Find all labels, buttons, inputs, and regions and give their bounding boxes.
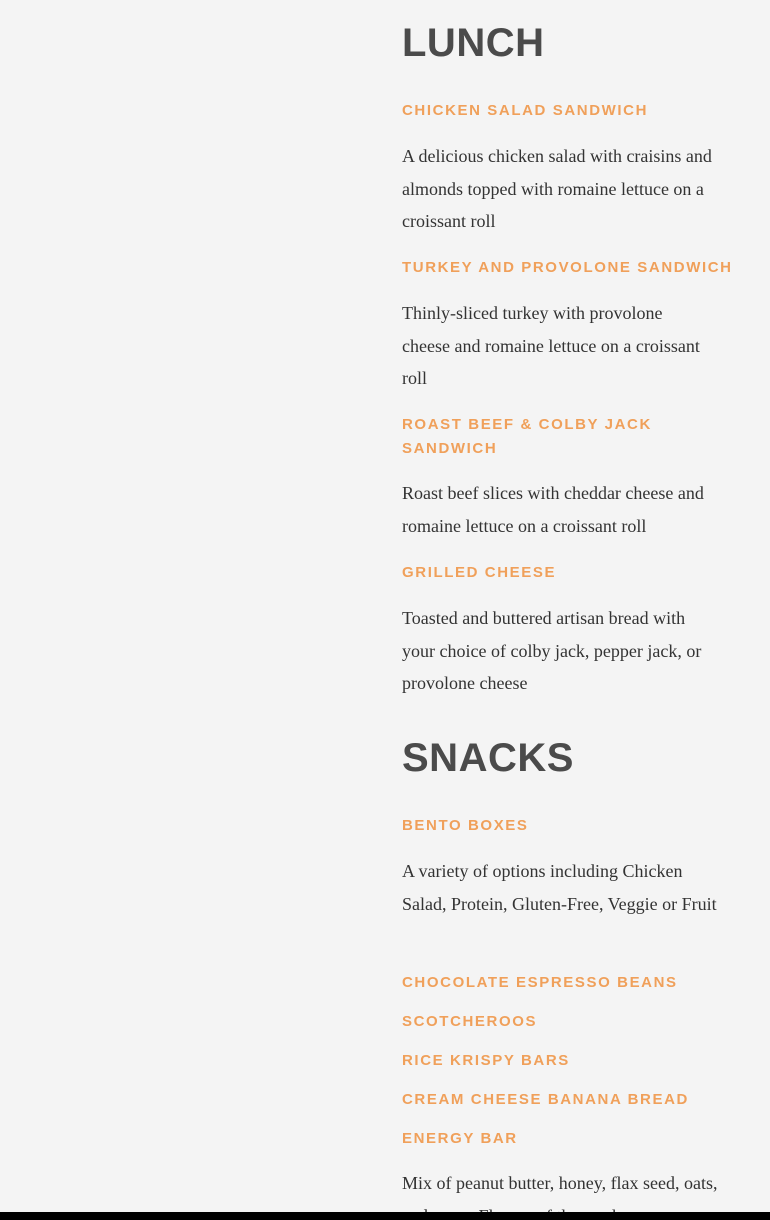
- menu-item-description: A variety of options including Chicken Salad, Protein, Gluten-Free, Veggie or Fruit: [402, 861, 717, 914]
- menu-item-name: ROAST BEEF & COLBY JACK SANDWICH: [402, 416, 652, 457]
- menu-item-name: TURKEY AND PROVOLONE SANDWICH: [402, 259, 733, 276]
- lunch-heading: LUNCH: [402, 21, 545, 65]
- menu-item-description: A delicious chicken salad with craisins and almonds topped with romaine lettuce on a croissant roll: [402, 146, 712, 231]
- menu-item-name: CHOCOLATE ESPRESSO BEANS: [402, 974, 678, 991]
- menu-item-name: GRILLED CHEESE: [402, 564, 557, 581]
- menu-item-name: RICE KRISPY BARS: [402, 1052, 570, 1069]
- snacks-heading: SNACKS: [402, 736, 574, 780]
- menu-item-name: CHICKEN SALAD SANDWICH: [402, 102, 649, 119]
- menu-item-name: ENERGY BAR: [402, 1130, 518, 1147]
- menu-item-description: Mix of peanut butter, honey, flax seed, oats,: [402, 1173, 718, 1193]
- menu-item-description: Roast beef slices with cheddar cheese and romaine lettuce on a croissant roll: [402, 483, 704, 536]
- menu-item-description: Thinly-sliced turkey with provolone cheese and romaine lettuce on a croissant roll: [402, 303, 700, 388]
- menu-item-name: SCOTCHEROOS: [402, 1013, 538, 1030]
- menu-item-name: BENTO BOXES: [402, 817, 529, 834]
- bottom-bar: [0, 1212, 770, 1220]
- menu-item-description: Toasted and buttered artisan bread with your choice of colby jack, pepper jack, or provolone cheese: [402, 608, 702, 693]
- menu-item-name: CREAM CHEESE BANANA BREAD: [402, 1091, 689, 1108]
